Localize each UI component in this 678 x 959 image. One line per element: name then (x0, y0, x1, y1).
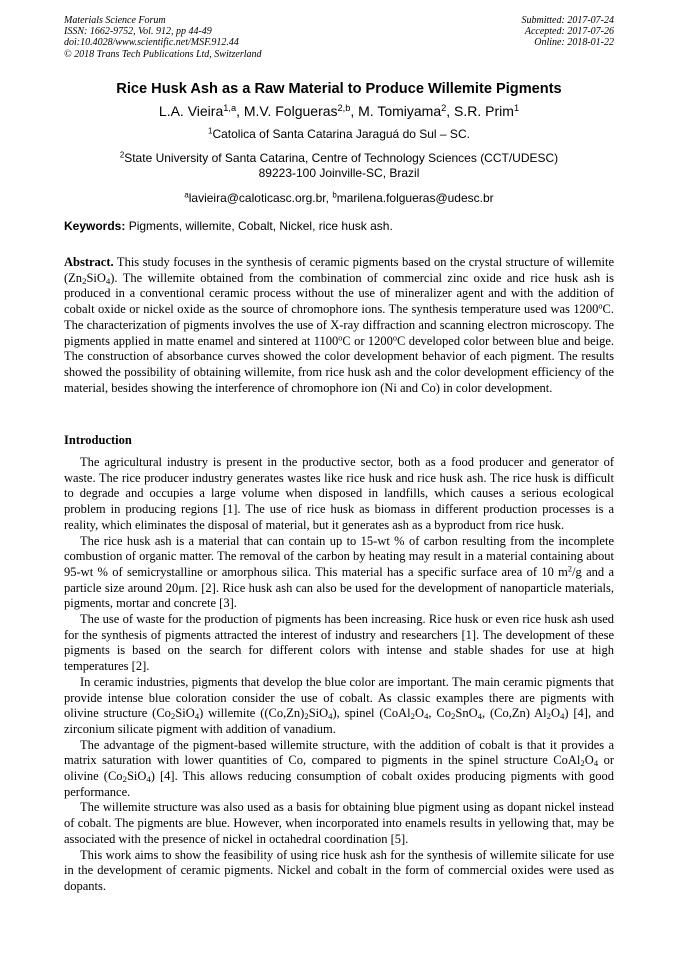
title-block (64, 80, 614, 206)
paragraph: The advantage of the pigment-based willemite structure, with the addition of cobalt is that it provides a matrix saturation with lower quantities of Co, compared to pigments in the spinel structure $CoAl_2O_4$ or olivine $(Co_2SiO_4)$ [4]. This allows reducing consumption of cobalt oxides producing pigments with good performance. (64, 737, 614, 799)
journal-copyright: © 2018 Trans Tech Publications Ltd, Switzerland (64, 48, 262, 60)
keywords-label: Keywords: (64, 219, 126, 233)
journal-header-right (522, 15, 615, 49)
abstract-label: Abstract. (64, 255, 114, 269)
email-a: lavieira@caloticasc.org.br, (188, 190, 333, 205)
author-emails: $^a$lavieira@caloticasc.org.br, $^b$marilena.folgueras@udesc.br (184, 190, 494, 205)
section-heading-introduction: Introduction (64, 433, 132, 447)
author-name: M.V. Folgueras (243, 103, 338, 119)
author-list (64, 101, 614, 121)
author-separator: , (236, 103, 244, 119)
journal-issn: ISSN: 1662-9752, Vol. 912, pp 44-49 (64, 26, 212, 38)
author-name: L.A. Vieira (158, 103, 224, 119)
accepted-date: Accepted: 2017-07-26 (524, 26, 614, 38)
author-affiliation-mark: 2 (441, 102, 447, 113)
abstract: Abstract. This study focuses in the synthesis of ceramic pigments based on the crystal structure of willemite $(Zn_2SiO_4)$. The willemite obtained from the combination of commercial zinc oxide and rice husk ash is produced in a conventional ceramic process without the use of mineralizer agent and with the addition of cobalt oxide or nickel oxide as the source of chromophore ions. The synthesis temperature used was 1200$^o$C. The characterization of pigments involves the use of X-ray diffraction and scanning electron microscopy. The pigments applied in matte enamel and sintered at 1100$^o$C or 1200$^o$C developed color between blue and beige. The construction of absorbance curves showed the color development behavior of each pigment. The results showed the possibility of obtaining willemite, from rice husk ash and the color development efficiency of the material, besides showing the interference of chromophore ion (Ni and Co) in color development. (64, 255, 615, 395)
introduction-body (64, 455, 614, 895)
author-separator: , (350, 103, 359, 119)
email-b: marilena.folgueras@udesc.br (336, 190, 494, 205)
paragraph: The willemite structure was also used as a basis for obtaining blue pigment using as dopant nickel instead of cobalt. The pigments are blue. However, when incorporated into enamels results in yellowing that, may be associated with the presence of nickel in octahedral coordination [5]. (64, 800, 614, 846)
journal-header-left (64, 15, 262, 60)
author-affiliation-mark: 2,b (337, 102, 351, 113)
paragraph: The rice husk ash is a material that can contain up to 15-wt % of carbon resulting from the incomplete combustion of organic matter. The removal of the carbon by heating may result in a material containing about 95-wt % of semicrystalline or amorphous silica. This material has a specific surface area of 10 $m^2/g$ and a particle size around 20μm. [2]. Rice husk ash can also be used for the development of nanoparticle materials, pigments, mortar and concrete [3]. (64, 533, 614, 611)
keywords (64, 219, 614, 234)
author-name: M. Tomiyama (358, 103, 442, 119)
author-name: S.R. Prim (454, 103, 514, 119)
author-separator: , (446, 103, 455, 119)
keywords-text: Pigments, willemite, Cobalt, Nickel, rice husk ash. (125, 219, 393, 233)
paper-title: Rice Husk Ash as a Raw Material to Produce Willemite Pigments (116, 81, 562, 97)
journal-doi: doi:10.4028/www.scientific.net/MSF.912.44 (64, 37, 239, 49)
affiliation-2: $^2$State University of Santa Catarina, Centre of Technology Sciences (CCT/UDESC) 89223-100 Joinville-SC, Brazil (119, 150, 559, 180)
paragraph: This work aims to show the feasibility of using rice husk ash for the synthesis of willemite silicate for use in the development of ceramic pigments. Nickel and cobalt in the form of commercial oxides were used as dopants. (64, 847, 614, 893)
journal-name: Materials Science Forum (64, 15, 166, 26)
affiliation-1: $^1$Catolica of Santa Catarina Jaraguá do Sul – SC. (208, 126, 470, 141)
submitted-date: Submitted: 2017-07-24 (521, 15, 614, 26)
author-affiliation-mark: 1,a (223, 102, 237, 113)
paragraph: The agricultural industry is present in the productive sector, both as a food producer and generator of waste. The rice producer industry generates wastes like rice husk and rice husk ash. The rice husk is difficult to degrade and occupies a large volume when disposed in landfills, which causes a serious ecological problem in producing regions [1]. The use of rice husk as biomass in different production processes is a reality, which eliminates the disposal of material, but it generates ash as a byproduct from rice husk. (64, 455, 614, 532)
author-affiliation-mark: 1 (513, 102, 520, 113)
online-date: Online: 2018-01-22 (534, 37, 614, 49)
paragraph: In ceramic industries, pigments that develop the blue color are important. The main ceramic pigments that provide intense blue coloration consider the use of cobalt. As classic examples there are pigments with olivine structure $(Co_2SiO_4)$ willemite $((Co,Zn)_2SiO_4)$, spinel ($CoAl_2O_4$, $Co_2SnO_4$, (Co,Zn) $Al_2O_4$) [4], and zirconium silicate pigment with addition of vanadium. (64, 674, 614, 736)
paragraph: The use of waste for the production of pigments has been increasing. Rice husk or even rice husk ash used for the synthesis of pigments attracted the interest of industry and researchers [1]. The development of these pigments is based on the search for different colors with intense and stable shades for use at high temperatures [2]. (64, 612, 614, 674)
